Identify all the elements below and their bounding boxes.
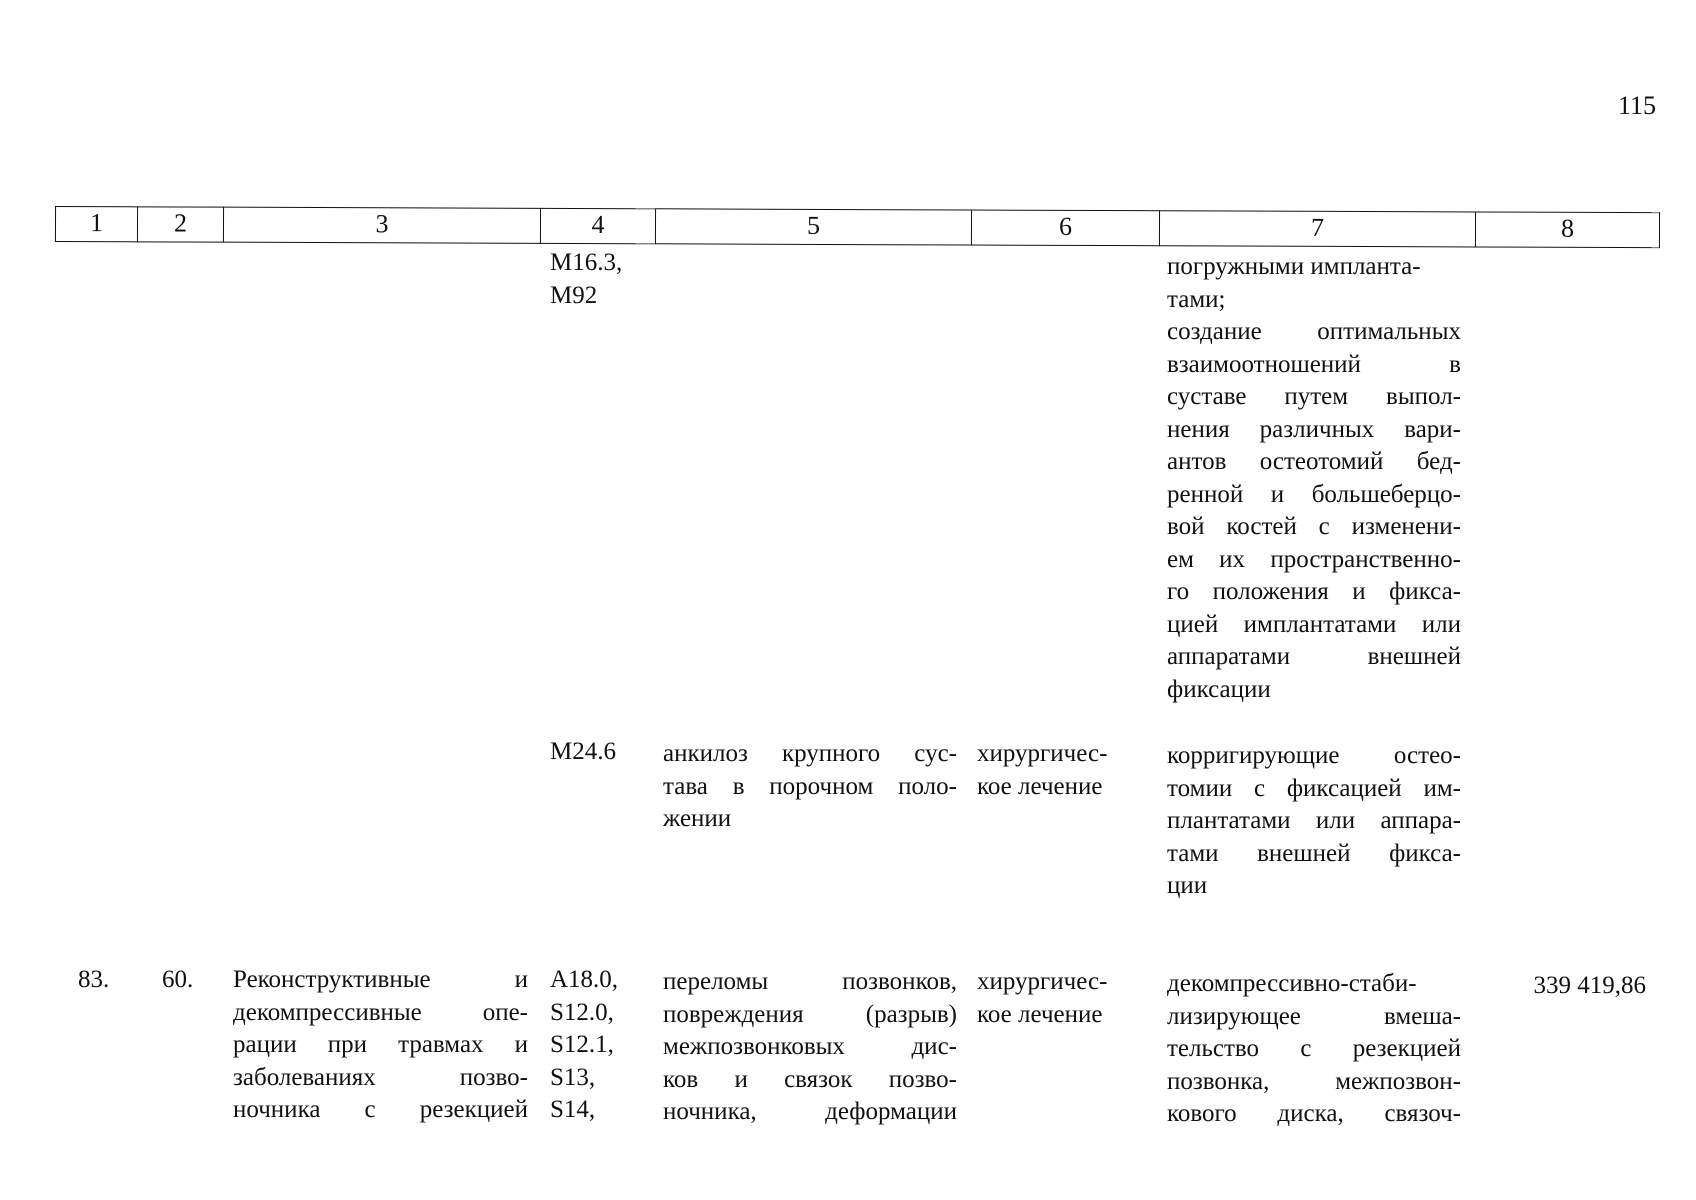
row3-care-type-line: заболеваниях позво-	[233, 1063, 528, 1091]
column-number-header	[55, 206, 1660, 248]
row2-treatment-method	[1167, 740, 1461, 903]
row3-type-line: кое лечение	[977, 1000, 1103, 1028]
row1-method-line: погружными импланта-	[1167, 253, 1421, 280]
row3-method-line: декомпрессивно-стаби-	[1167, 970, 1417, 997]
row3-type-line: хирургичес-	[977, 968, 1108, 995]
row3-code: A18.0,	[550, 966, 619, 993]
row2-code: M24.6	[550, 738, 616, 765]
row2-diagnosis	[663, 738, 957, 836]
header-col-8: 8	[1475, 212, 1659, 248]
row3-diagnosis-line: переломы позвонков,	[663, 968, 957, 995]
header-col-6: 6	[971, 210, 1159, 246]
row2-diagnosis-line: тава в порочном поло-	[663, 772, 957, 800]
row2-treatment-type	[977, 738, 1107, 803]
row3-group-number-text: 60.	[162, 966, 194, 993]
row1-method-line: аппаратами внешней	[1167, 643, 1461, 670]
row3-diagnosis-line: межпозвонковых дис-	[663, 1033, 957, 1060]
header-row	[55, 207, 1659, 248]
row3-code: S13,	[550, 1063, 596, 1091]
row3-code: S12.1,	[550, 1031, 614, 1058]
row1-method-line: фиксации	[1167, 675, 1271, 703]
row2-icd-codes	[550, 736, 616, 769]
header-col-7: 7	[1159, 211, 1475, 247]
row3-treatment-method	[1167, 968, 1461, 1131]
row1-method-line: нения различных вари-	[1167, 415, 1461, 443]
row1-method-line: суставе путем выпол-	[1167, 383, 1461, 410]
header-col-4: 4	[540, 208, 655, 243]
row2-diagnosis-line: жении	[663, 805, 732, 832]
row2-method-line: томии с фиксацией им-	[1167, 774, 1461, 802]
row3-number	[78, 964, 109, 997]
row2-type-line: хирургичес-	[977, 740, 1108, 767]
row1-code: M92	[550, 281, 598, 309]
row3-code: S12.0,	[550, 998, 614, 1026]
row1-method-line: ренной и большеберцо-	[1167, 480, 1461, 508]
row3-group-number	[162, 964, 193, 997]
row2-diagnosis-line: анкилоз крупного сус-	[663, 740, 957, 767]
row1-method-line: ем их пространственно-	[1167, 545, 1461, 573]
row2-method-line: корригирующие остео-	[1167, 742, 1461, 769]
row1-method-line: взаимоотношений в	[1167, 350, 1461, 378]
row3-diagnosis-line: повреждения (разрыв)	[663, 1000, 957, 1028]
row2-method-line: тами внешней фикса-	[1167, 839, 1461, 867]
row3-icd-codes	[550, 964, 618, 1127]
row3-treatment-type	[977, 966, 1107, 1031]
row3-code: S14,	[550, 1096, 596, 1123]
row1-treatment-method	[1167, 251, 1461, 706]
header-col-3: 3	[223, 207, 540, 243]
row2-method-line: плантатами или аппара-	[1167, 807, 1461, 834]
header-col-5: 5	[655, 209, 971, 245]
row1-code: M16.3,	[550, 249, 623, 276]
row1-method-line: тами;	[1167, 285, 1226, 313]
row1-icd-codes	[550, 247, 622, 312]
row3-diagnosis-line: ков и связок позво-	[663, 1065, 957, 1093]
header-col-1: 1	[55, 207, 137, 242]
row3-diagnosis	[663, 966, 957, 1129]
row1-method-line: цией имплантатами или	[1167, 610, 1461, 638]
row3-number-text: 83.	[78, 966, 110, 993]
row3-cost-value: 339 419,86	[1533, 972, 1646, 999]
row3-method-line: позвонка, межпозвон-	[1167, 1067, 1461, 1095]
row3-method-line: кового диска, связоч-	[1167, 1100, 1461, 1127]
row3-method-line: тельство с резекцией	[1167, 1035, 1461, 1062]
row3-care-type-line: ночника с резекцией	[233, 1096, 528, 1123]
row3-diagnosis-line: ночника, деформации	[663, 1098, 957, 1125]
row3-care-type	[233, 964, 528, 1127]
row1-method-line: го положения и фикса-	[1167, 578, 1461, 605]
row3-care-type-line: рации при травмах и	[233, 1031, 528, 1058]
row1-method-line: антов остеотомий бед-	[1167, 448, 1461, 475]
row3-cost	[1534, 970, 1647, 1003]
row3-care-type-line: декомпрессивные опе-	[233, 998, 528, 1026]
row3-care-type-line: Реконструктивные и	[233, 966, 528, 993]
row1-method-line: вой костей с изменени-	[1167, 513, 1461, 540]
row2-method-line: ции	[1167, 872, 1208, 899]
row2-type-line: кое лечение	[977, 772, 1103, 800]
row3-method-line: лизирующее вмеша-	[1167, 1002, 1461, 1030]
page-number: 115	[1617, 91, 1656, 120]
row1-method-line: создание оптимальных	[1167, 318, 1461, 345]
header-col-2: 2	[137, 207, 223, 242]
